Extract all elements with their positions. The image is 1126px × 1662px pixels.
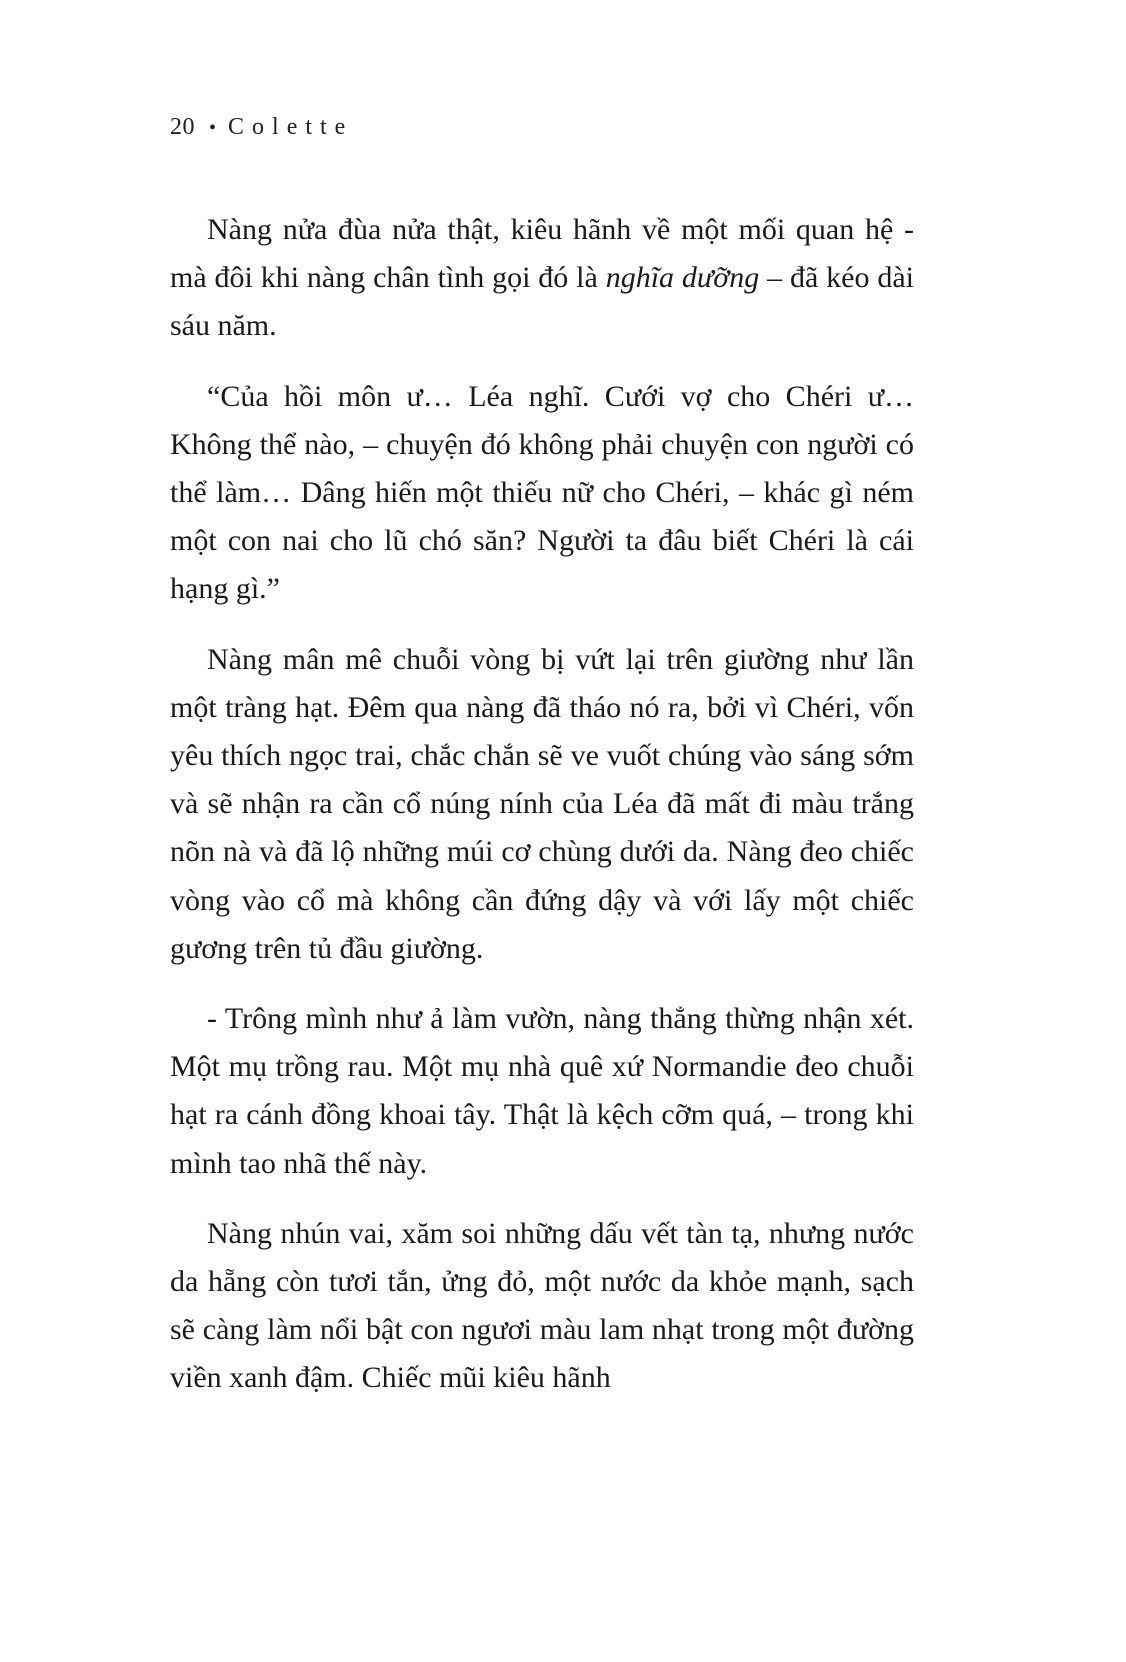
- running-head: [170, 110, 353, 145]
- paragraph-4: - Trông mình như ả làm vườn, nàng thẳng thừng nhận xét. Một mụ trồng rau. Một mụ nhà quê xứ Normandie đeo chuỗi hạt ra cánh đồng khoai tây. Thật là kệch cỡm quá, – trong khi mình tao nhã thế này.: [170, 1002, 914, 1180]
- bullet-separator: •: [209, 117, 217, 139]
- italic-term: nghĩa dưỡng: [605, 261, 760, 295]
- body-text: [170, 206, 914, 1425]
- paragraph-5: Nàng nhún vai, xăm soi những dấu vết tàn tạ, nhưng nước da hẵng còn tươi tắn, ửng đỏ, một nước da khỏe mạnh, sạch sẽ càng làm nổi bật con ngươi màu lam nhạt trong một đường viền xanh đậm. Chiếc mũi kiêu hãnh: [170, 1216, 914, 1395]
- paragraph-2: “Của hồi môn ư… Léa nghĩ. Cưới vợ cho Chéri ư… Không thể nào, – chuyện đó không phải chuyện con người có thể làm… Dâng hiến một thiếu nữ cho Chéri, – khác gì ném một con nai cho lũ chó săn? Người ta đâu biết Chéri là cái hạng gì.”: [170, 379, 914, 606]
- author-name: Colette: [228, 114, 354, 140]
- paragraph-1-text-after: – đã kéo dài sáu năm.: [170, 261, 914, 343]
- paragraph-1: [170, 206, 914, 351]
- paragraph-3: Nàng mân mê chuỗi vòng bị vứt lại trên giường như lần một tràng hạt. Đêm qua nàng đã tháo nó ra, bởi vì Chéri, vốn yêu thích ngọc trai, chắc chắn sẽ ve vuốt chúng vào sáng sớm và sẽ nhận ra cần cổ núng nính của Léa đã mất đi màu trắng nõn nà và đã lộ những múi cơ chùng dưới da. Nàng đeo chiếc vòng vào cổ mà không cần đứng dậy và với lấy một chiếc gương trên tủ đầu giường.: [170, 642, 914, 965]
- paragraph-1-text-before: Nàng nửa đùa nửa thật, kiêu hãnh về một mối quan hệ - mà đôi khi nàng chân tình gọi đó là: [170, 213, 914, 295]
- page-number: 20: [170, 114, 195, 140]
